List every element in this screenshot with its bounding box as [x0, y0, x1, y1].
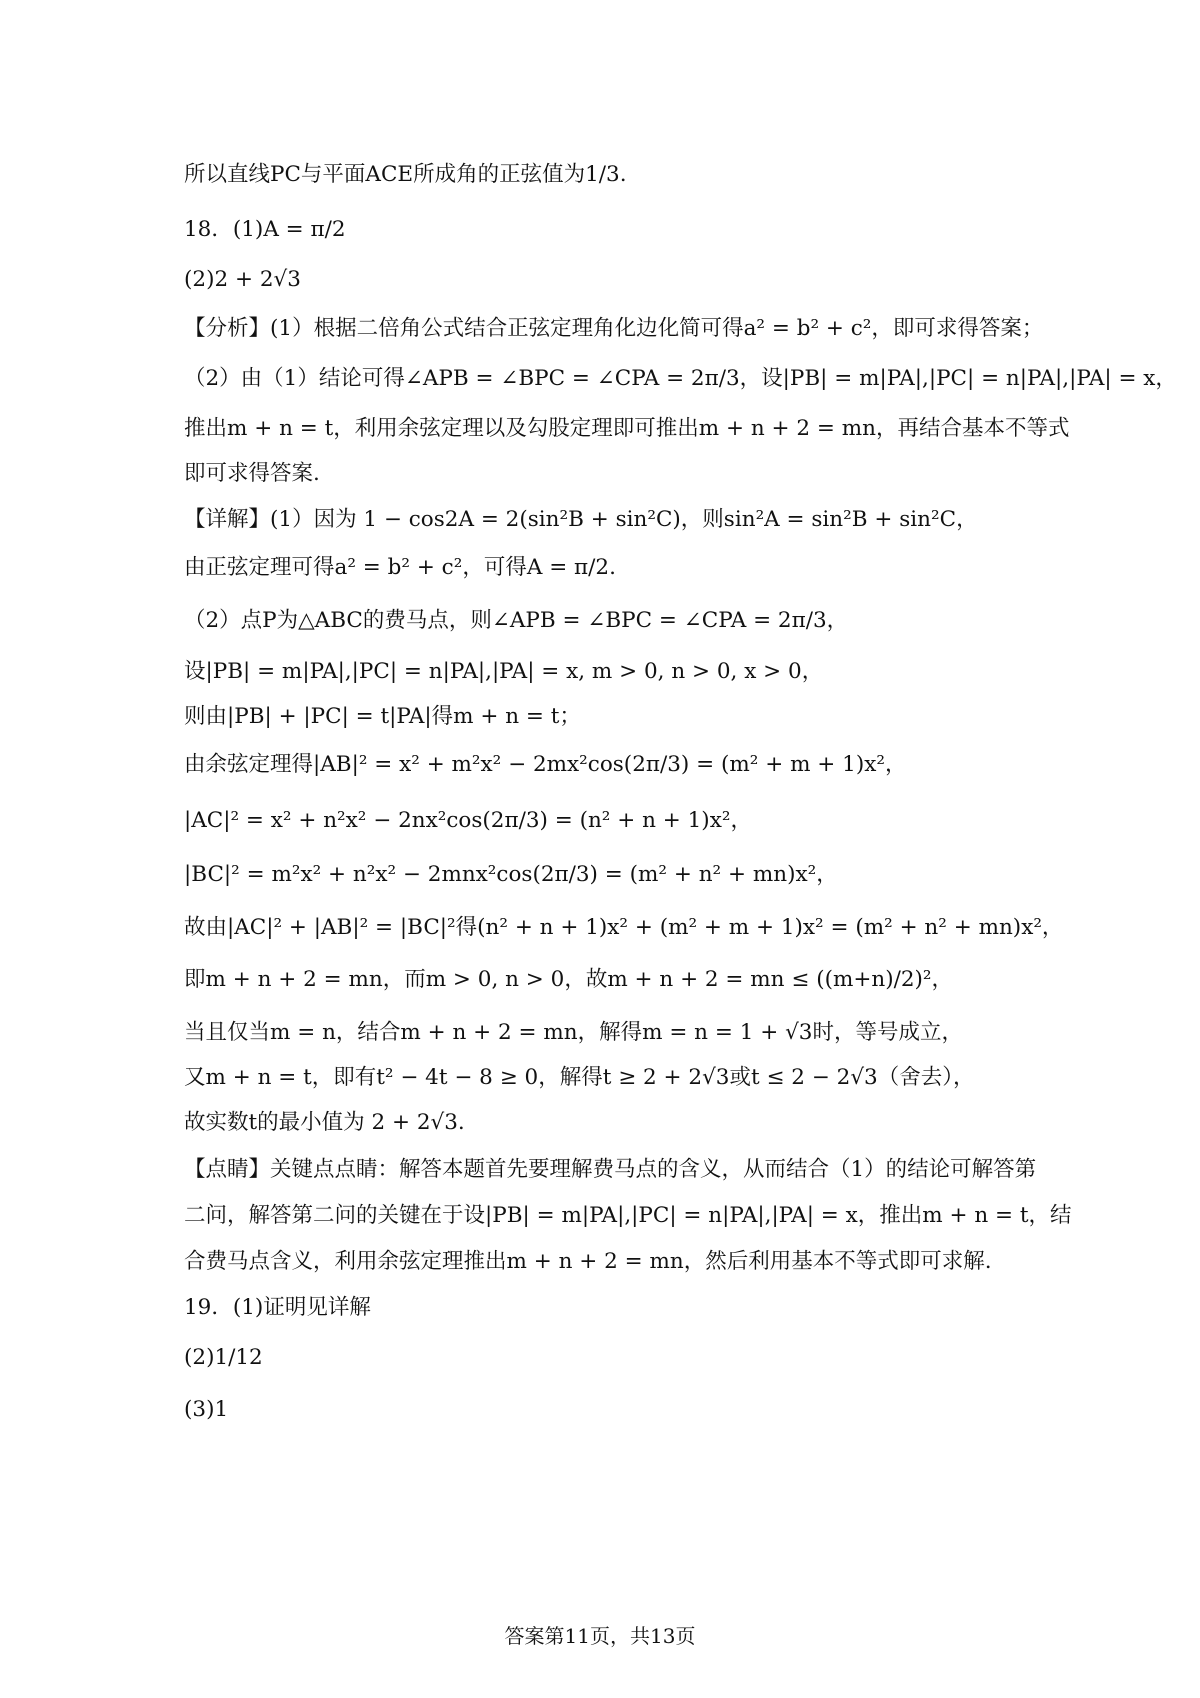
text-line: 即可求得答案. — [184, 461, 320, 486]
text-line: 又m + n = t，即有t² − 4t − 8 ≥ 0，解得t ≥ 2 + 2√3或t ≤ 2 − 2√3（舍去）， — [184, 1065, 975, 1090]
text-line: 即m + n + 2 = mn，而m > 0, n > 0，故m + n + 2 = mn ≤ ((m+n)/2)²， — [184, 967, 954, 992]
page-footer: 答案第11页，共13页 — [504, 1624, 696, 1648]
text-line: |BC|² = m²x² + n²x² − 2mnx²cos(2π/3) = (m² + n² + mn)x²， — [184, 862, 838, 887]
text-line: |AC|² = x² + n²x² − 2nx²cos(2π/3) = (n² + n + 1)x²， — [184, 808, 752, 833]
text-line: （2）由（1）结论可得∠APB = ∠BPC = ∠CPA = 2π/3，设|PB| = m|PA|,|PC| = n|PA|,|PA| = x， — [184, 366, 1177, 391]
text-line: 设|PB| = m|PA|,|PC| = n|PA|,|PA| = x, m > 0, n > 0, x > 0， — [184, 659, 824, 684]
text-line: 由余弦定理得|AB|² = x² + m²x² − 2mx²cos(2π/3) = (m² + m + 1)x²， — [184, 752, 907, 777]
text-line: 推出m + n = t，利用余弦定理以及勾股定理即可推出m + n + 2 = mn，再结合基本不等式 — [184, 416, 1070, 441]
text-line: 故由|AC|² + |AB|² = |BC|²得(n² + n + 1)x² + (m² + m + 1)x² = (m² + n² + mn)x²， — [184, 915, 1064, 940]
answer-19-part-1: 19．(1)证明见详解 — [184, 1295, 371, 1320]
analysis-line: 【分析】(1）根据二倍角公式结合正弦定理角化边化简可得a² = b² + c²，即可求得答案； — [184, 316, 1044, 341]
text-line: 二问，解答第二问的关键在于设|PB| = m|PA|,|PC| = n|PA|,|PA| = x，推出m + n = t，结 — [184, 1203, 1072, 1228]
answer-18-part-1: 18．(1)A = π/2 — [184, 217, 346, 242]
text-line: 当且仅当m = n，结合m + n + 2 = mn，解得m = n = 1 + √3时，等号成立， — [184, 1020, 963, 1045]
answer-18-part-2: (2)2 + 2√3 — [184, 267, 301, 292]
answer-19-part-2: (2)1/12 — [184, 1345, 263, 1370]
text-line: 则由|PB| + |PC| = t|PA|得m + n = t； — [184, 704, 581, 729]
text-line: 故实数t的最小值为 2 + 2√3. — [184, 1110, 465, 1135]
key-point-line: 【点睛】关键点点睛：解答本题首先要理解费马点的含义，从而结合（1）的结论可解答第 — [184, 1157, 1037, 1182]
text-line: 所以直线PC与平面ACE所成角的正弦值为1/3. — [184, 162, 627, 187]
detail-line: 【详解】(1）因为 1 − cos2A = 2(sin²B + sin²C)，则sin²A = sin²B + sin²C， — [184, 507, 978, 532]
text-line: 由正弦定理可得a² = b² + c²，可得A = π/2. — [184, 555, 616, 580]
answer-19-part-3: (3)1 — [184, 1397, 229, 1422]
text-line: （2）点P为△ABC的费马点，则∠APB = ∠BPC = ∠CPA = 2π/3， — [184, 608, 849, 633]
text-line: 合费马点含义，利用余弦定理推出m + n + 2 = mn，然后利用基本不等式即可求解. — [184, 1249, 992, 1274]
